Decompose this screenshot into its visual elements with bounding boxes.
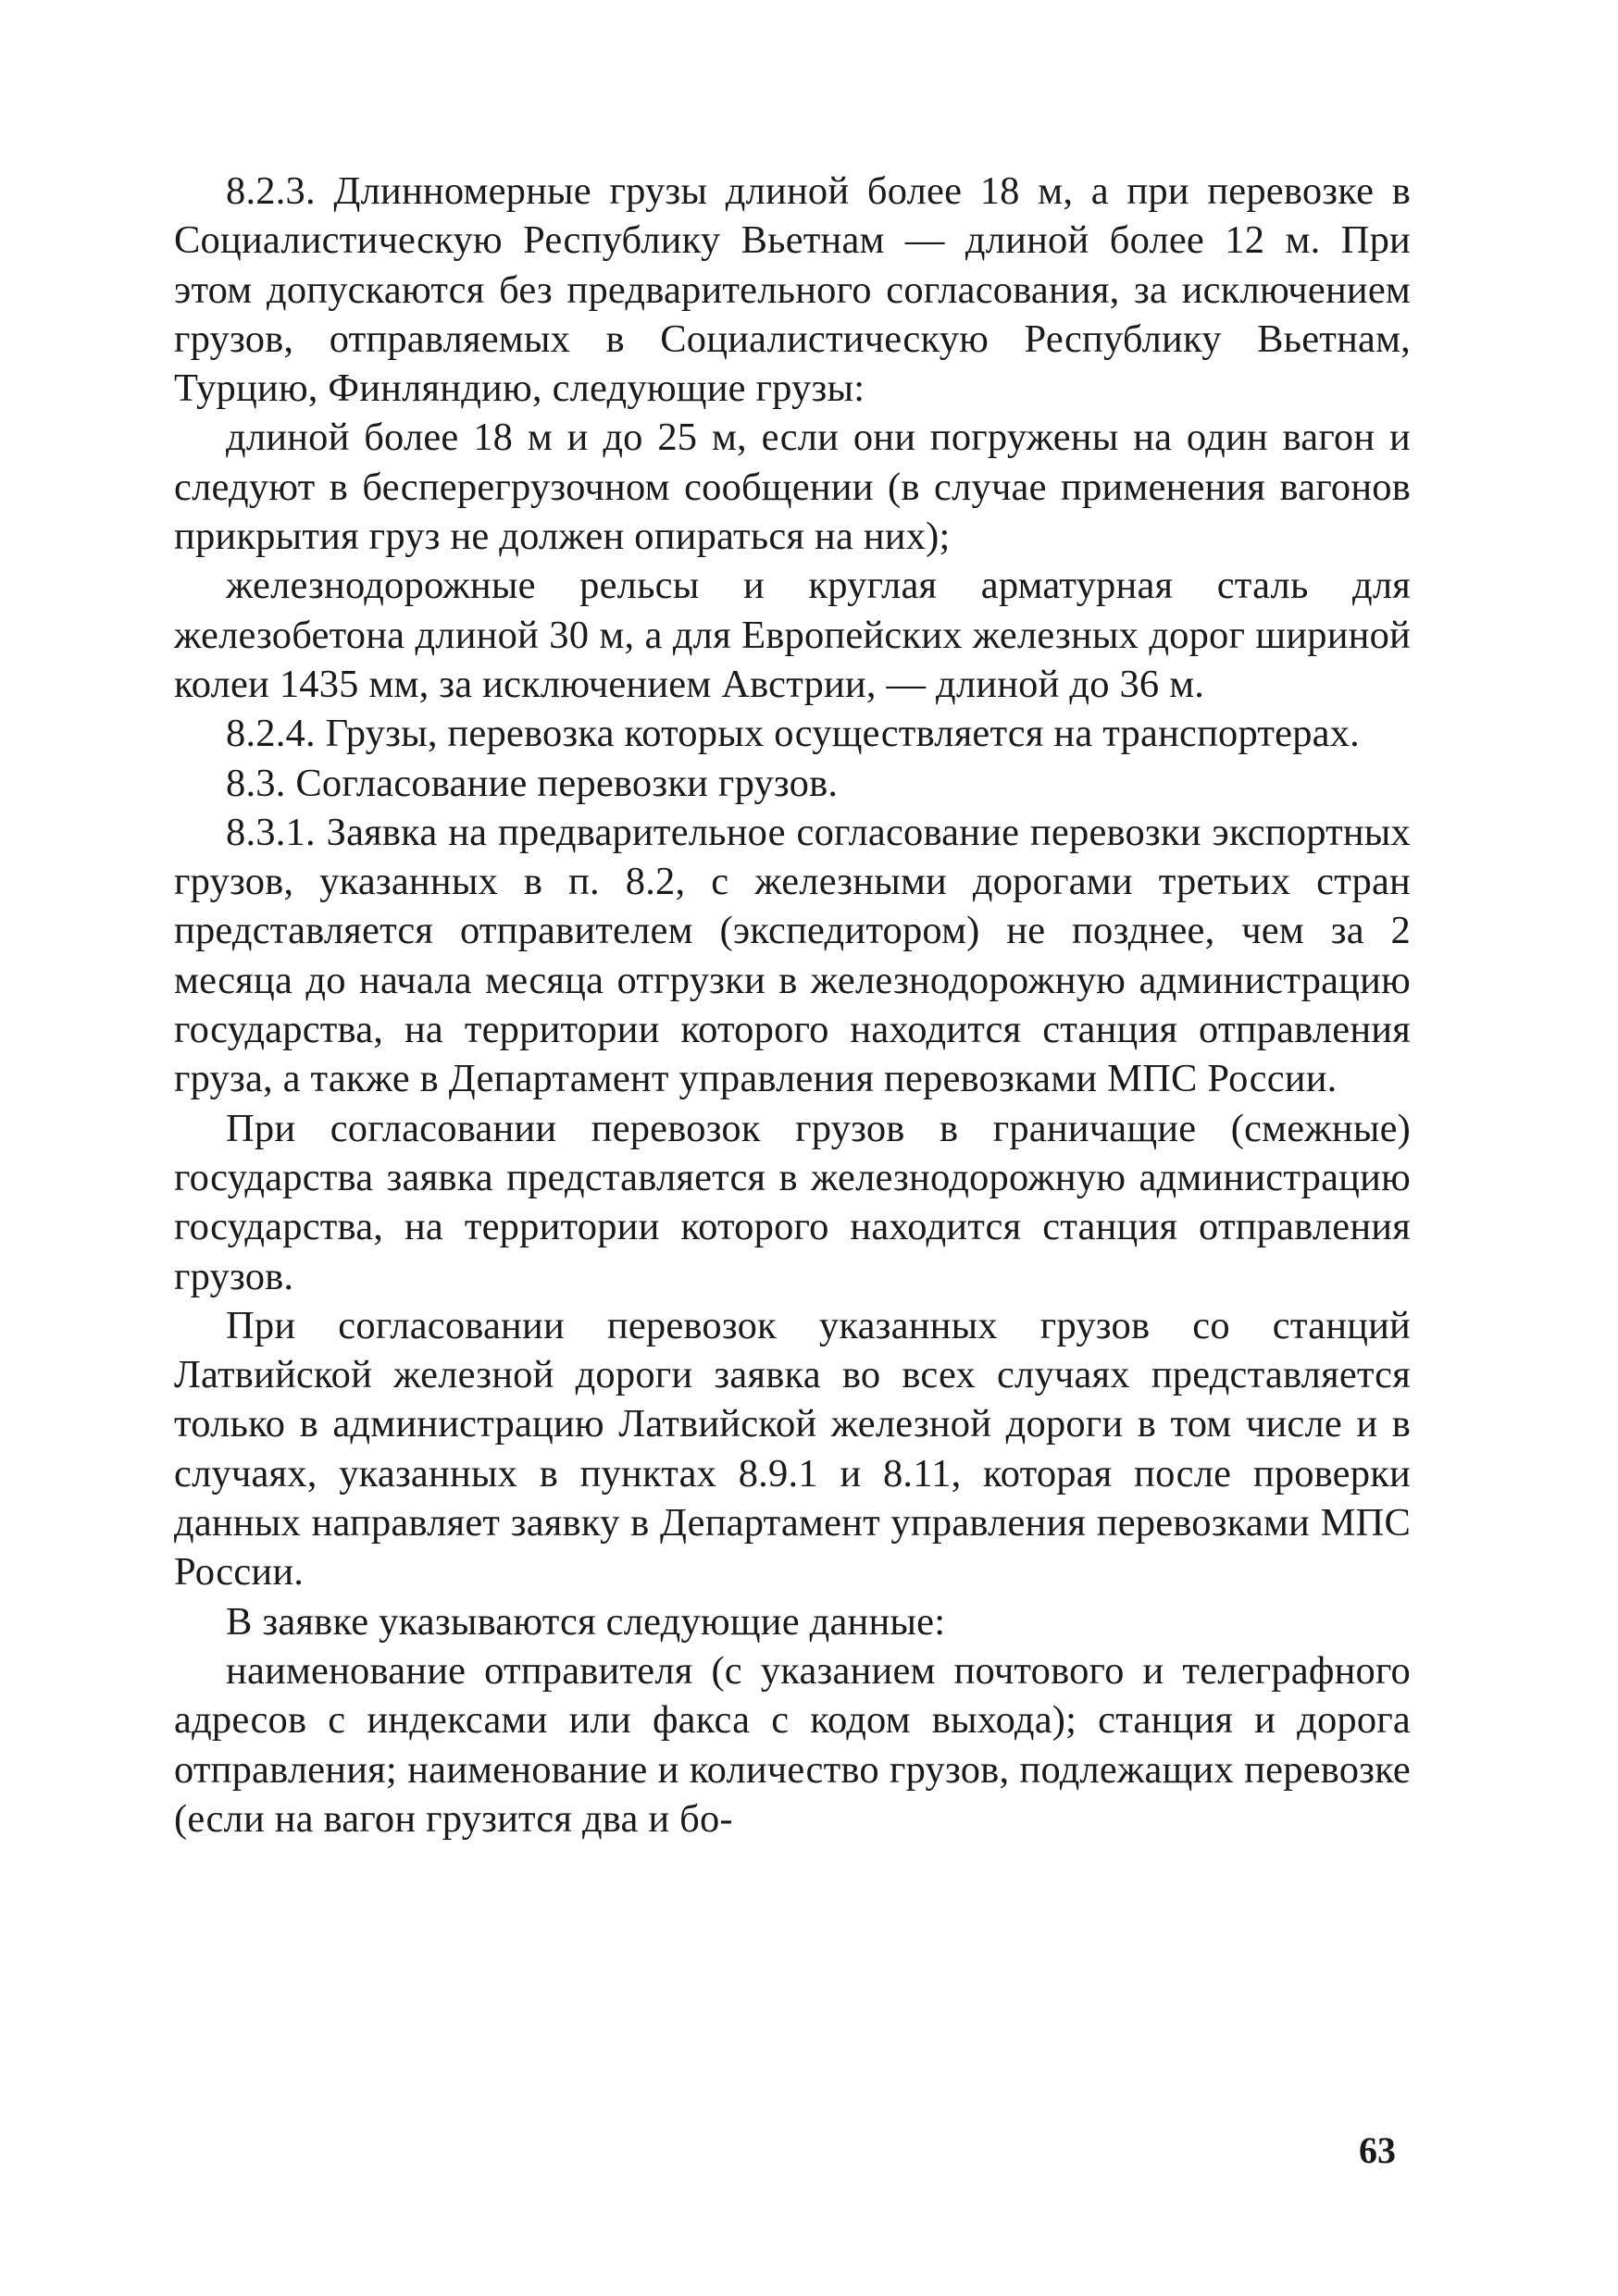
paragraph-8-2-3: 8.2.3. Длинномерные грузы длиной более 18 м, а при перевозке в Социалистическую Республику Вьетнам — длиной более 12 м. При этом допускаются без предварительного согласования, за исключением грузов, отправляемых в Социалистическую Республику Вьетнам, Турцию, Финляндию, следующие грузы: bbox=[174, 169, 1411, 411]
page-body bbox=[174, 167, 1411, 1843]
paragraph-8-2-4: 8.2.4. Грузы, перевозка которых осуществляется на транспортерах. bbox=[226, 712, 1360, 756]
paragraph-application-data-intro: В заявке указываются следующие данные: bbox=[226, 1599, 946, 1644]
paragraph-sender-name: наименование отправителя (с указанием почтового и телеграфного адресов с индексами или факса с кодом выхода); станция и дорога отправления; наименование и количество грузов, подлежащих перевозке (если на вагон грузится два и бо- bbox=[174, 1648, 1411, 1841]
paragraph-rails: железнодорожные рельсы и круглая арматурная сталь для железобетона длиной 30 м, а для Европейских железных дорог шириной колеи 1435 мм, за исключением Австрии, — длиной до 36 м. bbox=[174, 564, 1411, 706]
paragraph-adjacent-states: При согласовании перевозок грузов в граничащие (смежные) государства заявка представляется в железнодорожную администрацию государства, на территории которого находится станция отправления грузов. bbox=[174, 1106, 1411, 1298]
paragraph-length-18-25: длиной более 18 м и до 25 м, если они погружены на один вагон и следуют в бесперегрузочном сообщении (в случае применения вагонов прикрытия груз не должен опираться на них); bbox=[174, 416, 1411, 559]
page-number: 63 bbox=[1359, 2129, 1396, 2171]
paragraph-latvian-railway: При согласовании перевозок указанных грузов со станций Латвийской железной дороги заявка во всех случаях представляется только в администрацию Латвийской железной дороги в том числе и в случаях, указанных в пунктах 8.9.1 и 8.11, которая после проверки данных направляет заявку в Департамент управления перевозками МПС России. bbox=[174, 1303, 1411, 1595]
paragraph-8-3-1: 8.3.1. Заявка на предварительное согласование перевозки экспортных грузов, указанных в п. 8.2, с железными дорогами третьих стран представляется отправителем (экспедитором) не позднее, чем за 2 месяца до начала месяца отгрузки в железнодорожную администрацию государства, на территории которого находится станция отправления груза, а также в Департамент управления перевозками МПС России. bbox=[174, 810, 1411, 1101]
section-heading-8-3: 8.3. Согласование перевозки грузов. bbox=[226, 761, 839, 805]
